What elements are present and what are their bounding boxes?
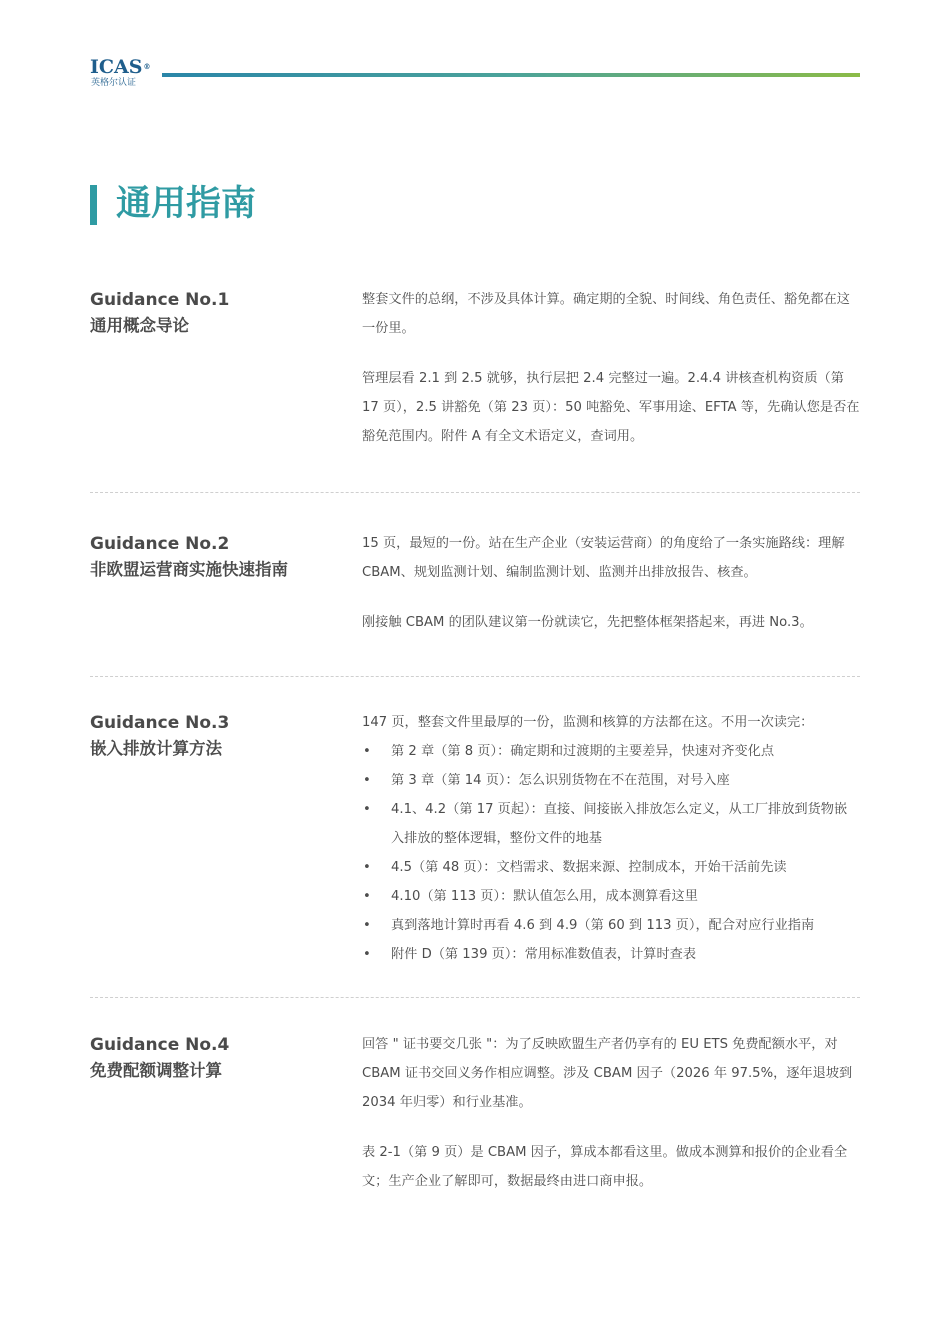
guidance-name: Guidance No.2: [90, 534, 230, 554]
guidance-1-heading: [90, 288, 340, 338]
guidance-paragraph: 管理层看 2.1 到 2.5 就够，执行层把 2.4 完整过一遍。2.4.4 讲核查机构资质（第 17 页），2.5 讲豁免（第 23 页）：50 吨豁免、军事用途、EFTA 等，先确认您是否在豁免范围内。附件 A 有全文术语定义，查词用。: [362, 371, 860, 444]
list-item: • 4.1、4.2（第 17 页起）：直接、间接嵌入排放怎么定义，从工厂排放到货物嵌入排放的整体逻辑，整份文件的地基: [362, 795, 860, 853]
registered-mark-icon: ®: [143, 62, 151, 71]
guidance-2-heading: [90, 532, 340, 582]
section-divider: [90, 676, 860, 677]
header-gradient-bar: [162, 73, 860, 77]
guidance-3-body: [362, 708, 860, 969]
guidance-subtitle: 通用概念导论: [90, 316, 189, 335]
guidance-1-body: [362, 285, 860, 451]
guidance-2-body: [362, 529, 860, 637]
guidance-name: Guidance No.4: [90, 1035, 230, 1055]
guidance-subtitle: 非欧盟运营商实施快速指南: [90, 560, 288, 579]
guidance-name: Guidance No.3: [90, 713, 230, 733]
guidance-paragraph: 整套文件的总纲，不涉及具体计算。确定期的全貌、时间线、角色责任、豁免都在这一份里。: [362, 292, 850, 336]
guidance-paragraph: 刚接触 CBAM 的团队建议第一份就读它，先把整体框架搭起来，再进 No.3。: [362, 615, 813, 630]
section-divider: [90, 997, 860, 998]
list-item: • 附件 D（第 139 页）：常用标准数值表，计算时查表: [362, 940, 860, 969]
guidance-name: Guidance No.1: [90, 290, 230, 310]
guidance-paragraph: 15 页，最短的一份。站在生产企业（安装运营商）的角度给了一条实施路线：理解 CBAM、规划监测计划、编制监测计划、监测并出排放报告、核查。: [362, 536, 845, 580]
guidance-3-heading: [90, 711, 340, 761]
logo-subtitle: 英格尔认证: [91, 78, 137, 88]
list-item: • 第 2 章（第 8 页）：确定期和过渡期的主要差异，快速对齐变化点: [362, 737, 860, 766]
heading-accent-bar: [90, 185, 97, 225]
section-divider: [90, 492, 860, 493]
list-item: • 4.5（第 48 页）：文档需求、数据来源、控制成本，开始干活前先读: [362, 853, 860, 882]
guidance-subtitle: 免费配额调整计算: [90, 1061, 222, 1080]
guidance-paragraph: 回答 " 证书要交几张 "：为了反映欧盟生产者仍享有的 EU ETS 免费配额水平，对 CBAM 证书交回义务作相应调整。涉及 CBAM 因子（2026 年 97.5%，逐年退坡到 2034 年归零）和行业基准。: [362, 1037, 853, 1110]
guidance-subtitle: 嵌入排放计算方法: [90, 739, 222, 758]
list-item: • 真到落地计算时再看 4.6 到 4.9（第 60 到 113 页），配合对应行业指南: [362, 911, 860, 940]
icas-logo: [90, 56, 160, 89]
guidance-4-body: [362, 1030, 860, 1196]
guidance-4-heading: [90, 1033, 340, 1083]
reading-list: [362, 737, 860, 969]
page-header: [90, 56, 860, 96]
list-item: • 4.10（第 113 页）：默认值怎么用，成本测算看这里: [362, 882, 860, 911]
list-item: • 第 3 章（第 14 页）：怎么识别货物在不在范围，对号入座: [362, 766, 860, 795]
section-title: 通用指南: [116, 184, 257, 224]
guidance-intro: 147 页，整套文件里最厚的一份，监测和核算的方法都在这。不用一次读完：: [362, 715, 814, 730]
logo-wordmark: ICAS®: [90, 56, 151, 78]
guidance-paragraph: 表 2-1（第 9 页）是 CBAM 因子，算成本都看这里。做成本测算和报价的企业看全文；生产企业了解即可，数据最终由进口商申报。: [362, 1145, 848, 1189]
